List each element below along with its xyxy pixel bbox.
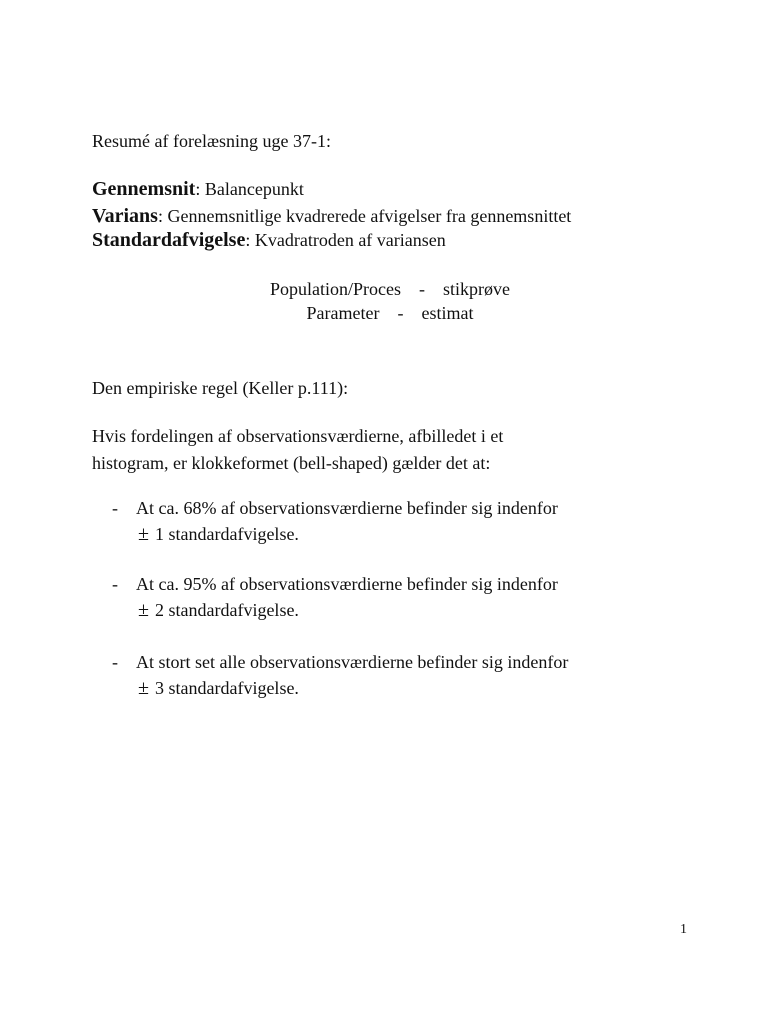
bullet-line: At ca. 68% af observationsværdierne befinder sig indenfor xyxy=(136,498,558,518)
definition-variance xyxy=(92,205,571,227)
definition-separator: : xyxy=(157,206,168,226)
empirical-rule-heading: Den empiriske regel (Keller p.111): xyxy=(92,378,349,398)
page-title: Resumé af forelæsning uge 37-1: xyxy=(92,131,331,151)
bullet-continuation xyxy=(138,599,299,621)
bullet-continuation xyxy=(138,677,299,699)
definition-term: Gennemsnit xyxy=(92,178,196,200)
bullet-line: 3 standardafvigelse. xyxy=(154,678,299,698)
bullet-dash: - xyxy=(112,652,118,672)
bullet-dash: - xyxy=(112,574,118,594)
definition-std-dev xyxy=(92,229,446,251)
bullet-dash: - xyxy=(112,498,118,518)
definition-text: Balancepunkt xyxy=(204,179,304,199)
definition-term: Varians xyxy=(92,205,158,227)
intro-line: histogram, er klokkeformet (bell-shaped) gælder det at: xyxy=(92,453,491,473)
plus-minus-symbol: ± xyxy=(138,599,149,621)
bullet-line: At ca. 95% af observationsværdierne befinder sig indenfor xyxy=(136,574,558,594)
definition-mean xyxy=(92,178,304,200)
plus-minus-symbol: ± xyxy=(138,677,149,699)
definition-separator: : xyxy=(195,179,205,199)
population-sample-line: Population/Proces - stikprøve xyxy=(270,279,510,299)
definition-text: Kvadratroden af variansen xyxy=(254,230,446,250)
page-number: 1 xyxy=(680,922,687,937)
definition-text: Gennemsnitlige kvadrerede afvigelser fra gennemsnittet xyxy=(167,206,572,226)
bullet-continuation xyxy=(138,523,299,545)
definition-separator: : xyxy=(245,230,255,250)
bullet-line: 2 standardafvigelse. xyxy=(154,600,299,620)
plus-minus-symbol: ± xyxy=(138,523,149,545)
definition-term: Standardafvigelse xyxy=(92,229,246,251)
intro-line: Hvis fordelingen af observationsværdierne, afbilledet i et xyxy=(92,426,504,446)
parameter-estimate-line: Parameter - estimat xyxy=(306,303,474,323)
bullet-line: 1 standardafvigelse. xyxy=(154,524,299,544)
bullet-line: At stort set alle observationsværdierne befinder sig indenfor xyxy=(136,652,569,672)
